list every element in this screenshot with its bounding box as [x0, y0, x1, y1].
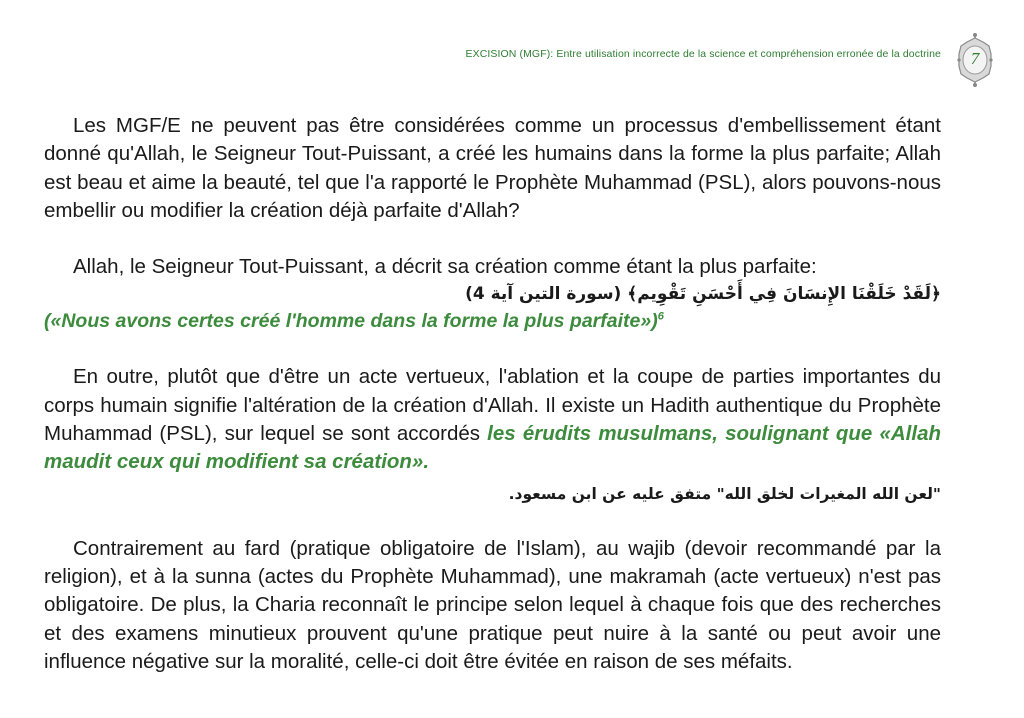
- arabic-verse: ﴿لَقَدْ خَلَقْنَا الإِنسَانَ فِي أَحْسَنِ تَقْوِيم﴾ (سورة التين آية 4): [465, 284, 941, 305]
- document-body: [44, 112, 941, 676]
- running-header: EXCISION (MGF): Entre utilisation incorrecte de la science et compréhension erronée de la doctrine: [465, 48, 941, 60]
- verse-translation-line: [44, 307, 941, 335]
- page-number: 7: [970, 49, 980, 68]
- hadith-emphasis: les érudits musulmans, soulignant que «Allah maudit ceux qui modifient sa création».: [44, 422, 941, 474]
- paragraph-perfect-creation: Allah, le Seigneur Tout-Puissant, a décrit sa création comme étant la plus parfaite:: [73, 255, 817, 279]
- paragraph-embellishment: Les MGF/E ne peuvent pas être considérées comme un processus d'embellissement étant donné qu'Allah, le Seigneur Tout-Puissant, a créé les humains dans la forme la plus parfaite; Allah est beau et aime la beauté, tel que l'a rapporté le Prophète Muhammad (PSL), alors pouvons-nous embellir ou modifier la création déjà parfaite d'Allah?: [44, 114, 941, 222]
- verse-translation: («Nous avons certes créé l'homme dans la forme la plus parfaite»): [44, 310, 658, 333]
- paragraph-hadith-text: En outre, plutôt que d'être un acte vertueux, l'ablation et la coupe de parties importantes du corps humain signifie l'altération de la création d'Allah. Il existe un Hadith authentique du Prophète Muhammad (PSL), sur lequel se sont accordés: [44, 365, 941, 446]
- page-number-badge: [953, 32, 997, 88]
- paragraph-sharia: Contrairement au fard (pratique obligatoire de l'Islam), au wajib (devoir recommandé par la religion), et à la sunna (actes du Prophète Muhammad), une makramah (acte vertueux) n'est pas obligatoire. De plus, la Charia reconnaît le principe selon lequel à chaque fois que des recherches et des examens minutieux prouvent qu'une pratique peut nuire à la santé ou peut avoir une influence négative sur la moralité, celle-ci doit être évitée en raison de ses méfaits.: [44, 536, 941, 673]
- footnote-ref: 6: [657, 310, 664, 323]
- paragraph-hadith: [44, 363, 941, 476]
- arabic-hadith: "لعن الله المغيرات لخلق الله" متفق عليه عن ابن مسعود.: [508, 484, 941, 503]
